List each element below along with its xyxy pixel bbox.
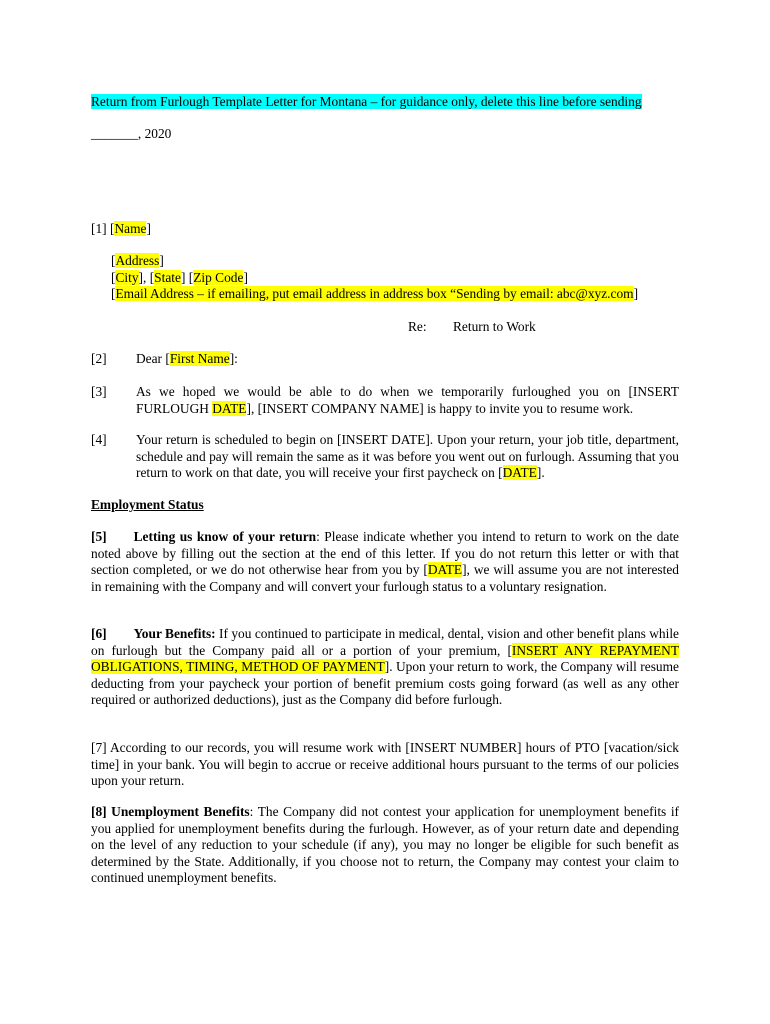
p4-date: DATE xyxy=(502,465,537,480)
paragraph-6 xyxy=(91,626,679,709)
p4-number: [4] xyxy=(91,432,107,447)
recipient-city: City xyxy=(115,270,139,285)
re-label: Re: xyxy=(408,319,427,334)
salutation-dear: Dear [ xyxy=(136,351,170,366)
recipient-number: [1] xyxy=(91,221,107,236)
p5-date: DATE xyxy=(427,562,463,577)
p3-number: [3] xyxy=(91,384,107,399)
p4-text-1: Your return is scheduled to begin on [INSERT DATE]. Upon your return, your job title, department, schedule and pay will remain the same as it was before you went out on furlough. Assuming that you return to work on that date, you will receive your first paycheck on [ xyxy=(136,432,679,480)
salutation-first-name: First Name xyxy=(169,351,230,366)
p5-text-1: : Please indicate whether you intend to return to work on the date noted above by filling out the section at the end of this letter. If you do not return this letter or with that section completed, or we do not otherwise hear from you by [ xyxy=(91,529,679,577)
recipient-state: State xyxy=(154,270,181,285)
paragraph-7: [7] According to our records, you will resume work with [INSERT NUMBER] hours of PTO [vacation/sick time] in your bank. You will begin to accrue or receive additional hours pursuant to the terms of our policies upon your return. xyxy=(91,740,679,788)
p5-text-2: ], we will assume you are not interested in remaining with the Company and will convert your furlough status to a voluntary resignation. xyxy=(91,562,680,594)
paragraph-3 xyxy=(136,384,679,417)
recipient-name-line xyxy=(91,221,151,238)
date-line: _______, 2020 xyxy=(91,126,172,141)
recipient-email: Email Address – if emailing, put email address in address box “Sending by email: abc@xyz.com xyxy=(115,286,634,301)
p4-text-2: ]. xyxy=(536,465,545,480)
recipient-city-line: [City], [State] [Zip Code] xyxy=(111,270,248,285)
paragraph-5 xyxy=(91,529,679,595)
paragraph-4 xyxy=(136,432,679,482)
p3-text-1: As we hoped we would be able to do when we temporarily furloughed you on [INSERT FURLOUGH xyxy=(136,384,679,416)
p3-date: DATE xyxy=(212,400,247,416)
p6-repayment: INSERT ANY REPAYMENT OBLIGATIONS, TIMING, METHOD OF PAYMENT xyxy=(91,642,679,674)
salutation xyxy=(136,351,238,368)
p6-text-1: If you continued to participate in medical, dental, vision and other benefit plans while on furlough but the Company paid all or a portion of your premium, [ xyxy=(91,626,679,658)
p8-text: : The Company did not contest your application for unemployment benefits if you applied for unemployment benefits during the furlough. However, as of your return date and depending on the level of any reduction to your schedule (if any), you may no longer be eligible for such benefit as determined by the State. Additionally, if you choose not to return, the Company may contest your claim to continued unemployment benefits. xyxy=(91,804,679,885)
p8-heading: [8] Unemployment Benefits xyxy=(91,804,250,819)
re-subject: Return to Work xyxy=(453,319,536,334)
bracket-open: [ xyxy=(109,221,115,236)
bracket-close: ] xyxy=(146,221,151,236)
p6-number: [6] xyxy=(91,626,107,641)
guidance-line xyxy=(91,94,642,111)
recipient-address-line: [Address] xyxy=(111,253,164,268)
p6-text-2: ]. Upon your return to work, the Company will resume deducting from your paycheck your portion of benefit premium costs going forward (as well as any other required or authorized deductions), just as the Company did before furlough. xyxy=(91,659,679,707)
salutation-number: [2] xyxy=(91,351,107,366)
employment-status-heading: Employment Status xyxy=(91,497,204,512)
guidance-text: Return from Furlough Template Letter for Montana – for guidance only, delete this line before sending xyxy=(91,94,642,109)
recipient-name: Name xyxy=(114,221,147,236)
p6-heading: Your Benefits: xyxy=(133,626,216,641)
recipient-zip: Zip Code xyxy=(193,270,244,285)
recipient-email-line: [Email Address – if emailing, put email address in address box “Sending by email: abc@xyz.com] xyxy=(111,286,639,301)
paragraph-8 xyxy=(91,804,679,887)
p3-text-2: ], [INSERT COMPANY NAME] is happy to invite you to resume work. xyxy=(246,400,634,416)
p5-number: [5] xyxy=(91,529,107,544)
p5-heading: Letting us know of your return xyxy=(133,529,317,544)
recipient-address: Address xyxy=(115,253,160,268)
salutation-end: ]: xyxy=(229,351,238,366)
